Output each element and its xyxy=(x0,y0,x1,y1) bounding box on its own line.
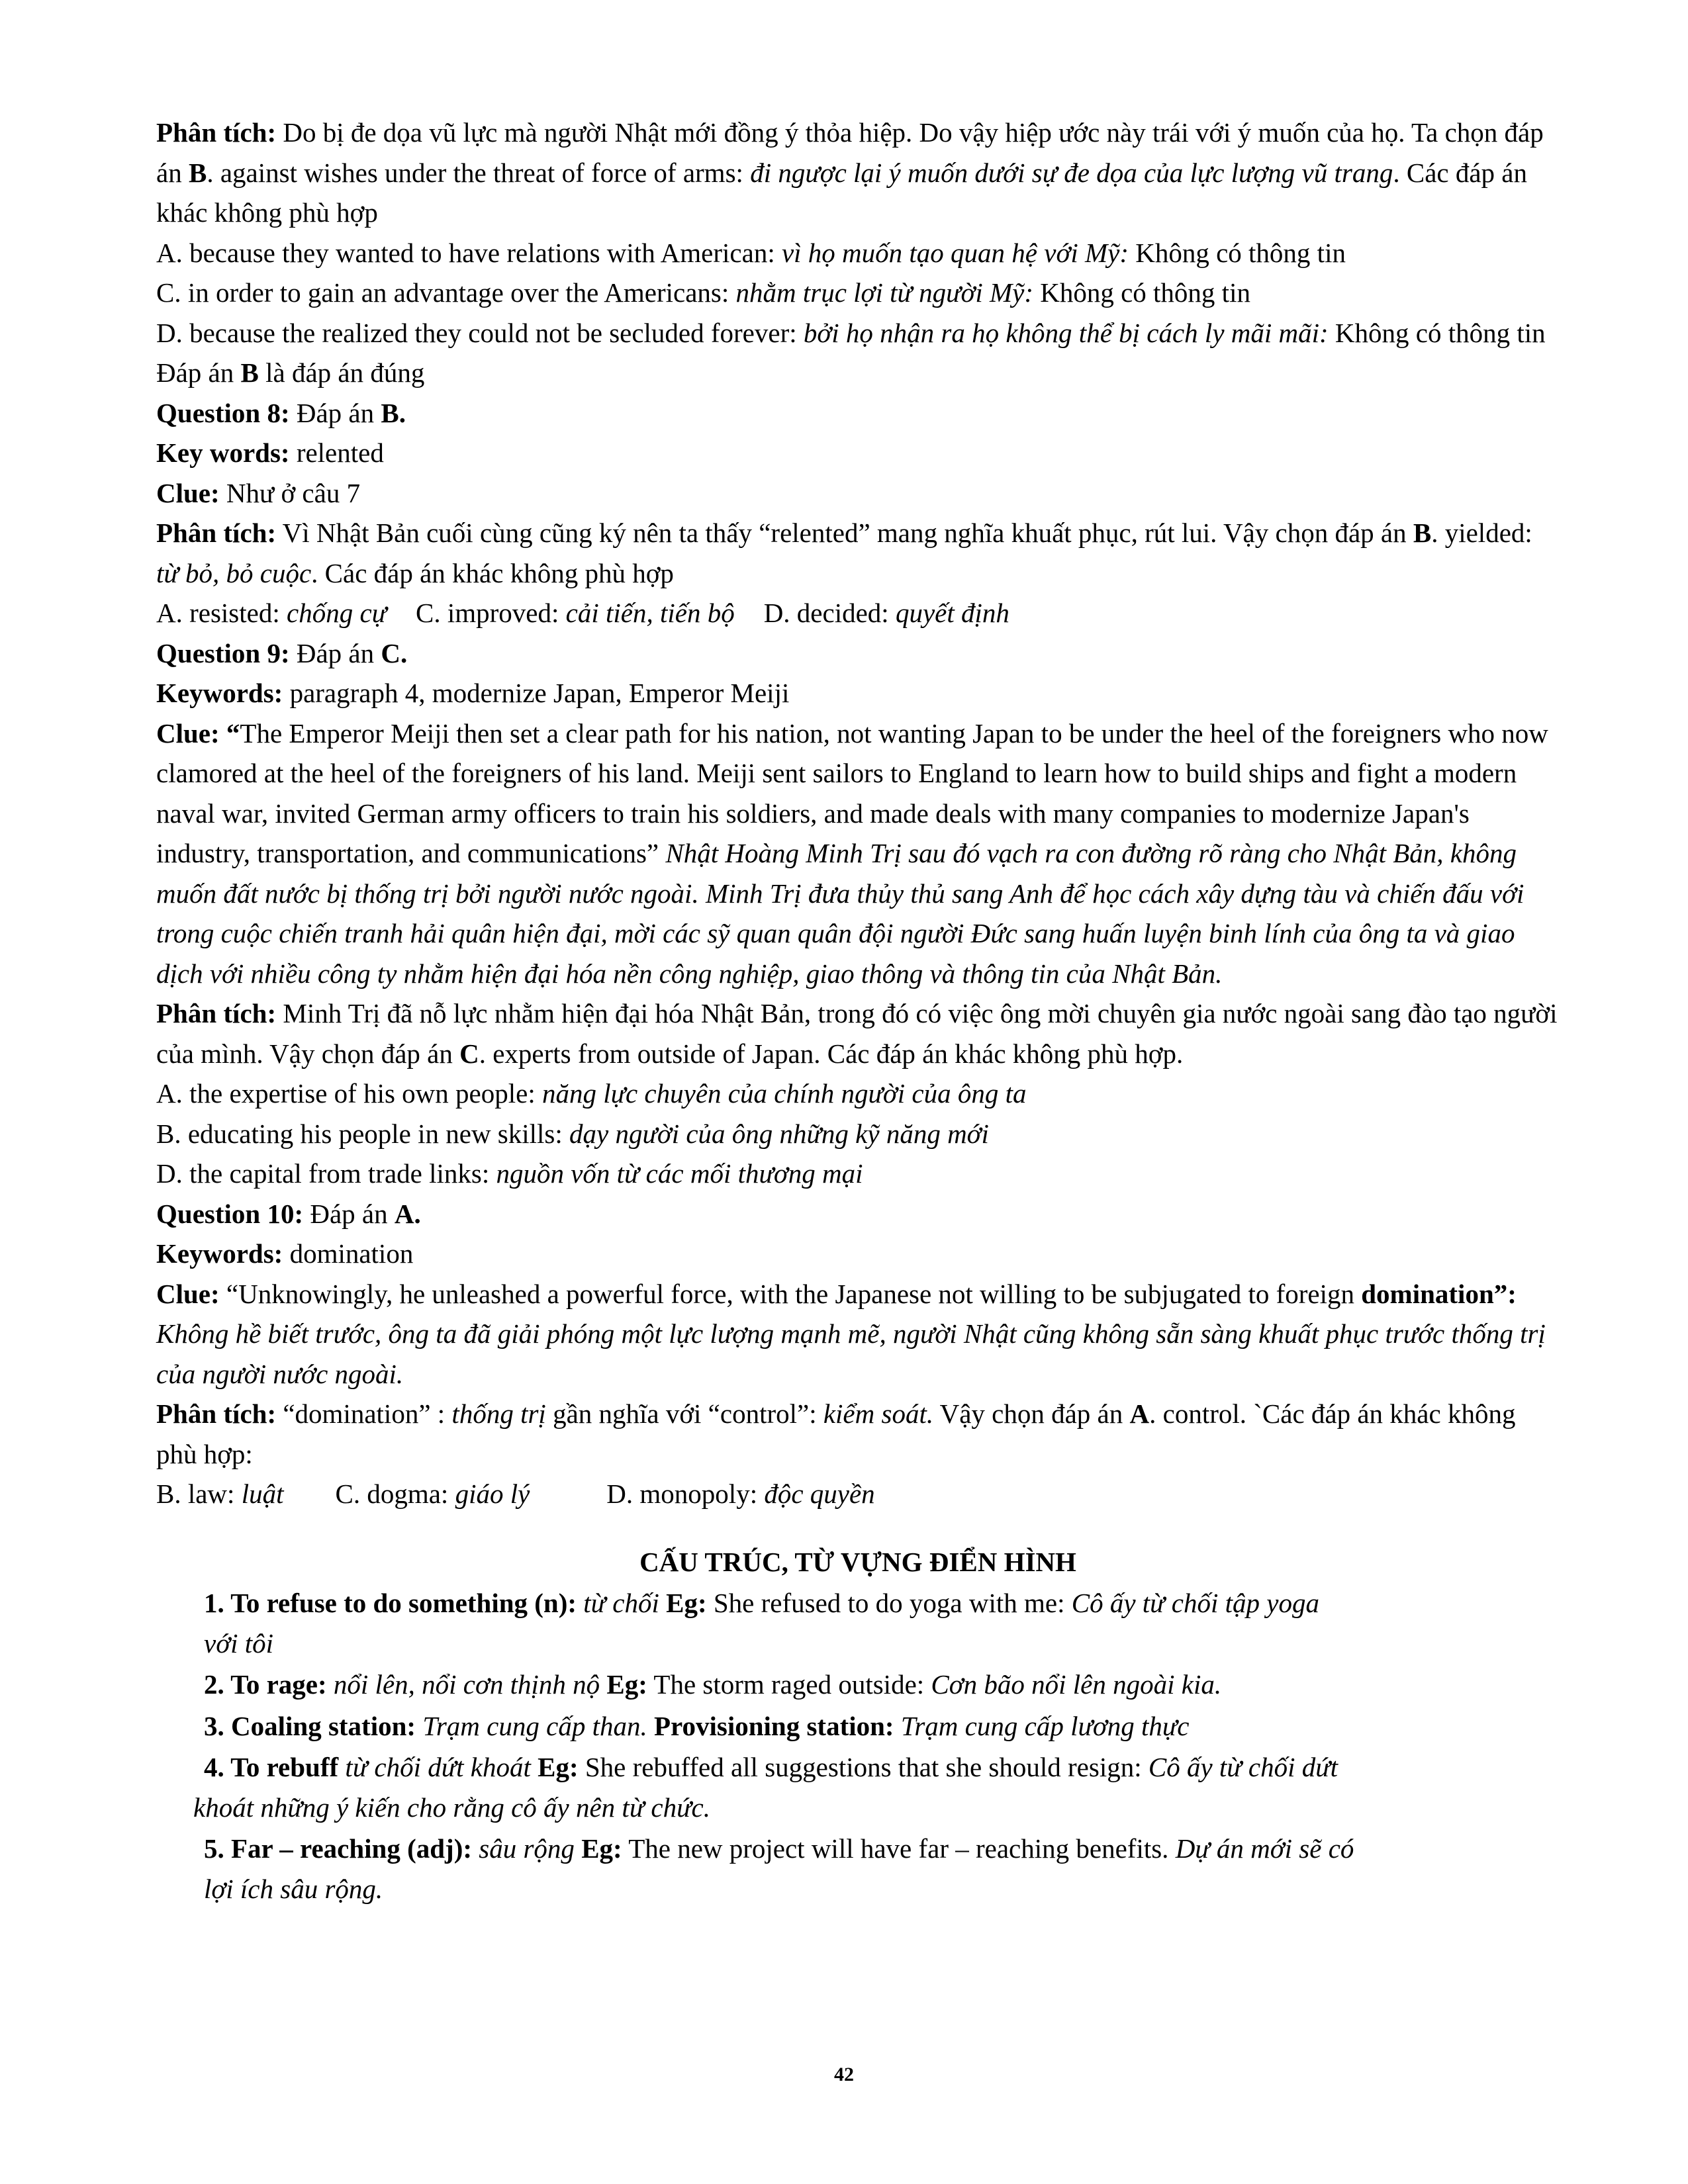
vocab-term: 4. To rebuff xyxy=(204,1752,339,1782)
option-vi: chống cự xyxy=(287,598,387,628)
option-vi: cải tiến, tiến bộ xyxy=(565,598,735,628)
text: . Các đáp án khác không phù hợp xyxy=(311,557,674,588)
label-phan-tich: Phân tích: xyxy=(156,518,277,548)
text: . Các đáp án khác không phù hợp xyxy=(156,157,1527,228)
label-clue: Clue: xyxy=(156,477,220,508)
option-vi: độc quyền xyxy=(764,1479,875,1509)
vocab-term: 2. To rage: xyxy=(204,1669,327,1700)
q10-analysis xyxy=(156,1394,1560,1474)
example-translation: Cô ấy từ chối dứt xyxy=(1148,1752,1338,1782)
translation: đi ngược lại ý muốn dưới sự đe dọa của lực lượng vũ trang xyxy=(750,157,1393,188)
q8-options xyxy=(156,593,1560,633)
question-label: Question 8: xyxy=(156,397,290,428)
q9-analysis xyxy=(156,993,1560,1073)
q7-analysis xyxy=(156,113,1560,233)
text: . experts from outside of Japan. Các đáp án khác không phù hợp. xyxy=(479,1038,1184,1069)
vocab-meaning: nổi lên, nổi cơn thịnh nộ xyxy=(326,1669,600,1700)
vocab-item-4-cont xyxy=(156,1788,1560,1828)
answer-letter: B xyxy=(188,157,207,188)
vocab-item-2 xyxy=(156,1664,1560,1705)
option-en: B. educating his people in new skills: xyxy=(156,1118,570,1149)
answer-letter: B. xyxy=(381,397,406,428)
q8-analysis xyxy=(156,513,1560,593)
label-phan-tich: Phân tích: xyxy=(156,1398,277,1429)
option-vi: bởi họ nhận ra họ không thể bị cách ly mãi mãi: xyxy=(803,317,1329,348)
example: The new project will have far – reaching benefits. xyxy=(622,1833,1176,1864)
q9-clue xyxy=(156,713,1560,994)
clue-keyword: domination”: xyxy=(1361,1278,1517,1309)
question-label: Question 9: xyxy=(156,637,290,668)
example-translation: Cơn bão nổi lên ngoài kia. xyxy=(931,1669,1222,1700)
option-vi: nhằm trục lợi từ người Mỹ: xyxy=(735,277,1033,308)
q7-conclusion xyxy=(156,353,1560,393)
vocab-item-3 xyxy=(156,1706,1560,1747)
option-en: D. the capital from trade links: xyxy=(156,1158,496,1189)
text: gần nghĩa với “control”: xyxy=(545,1398,823,1429)
q7-option-a xyxy=(156,233,1560,273)
eg-label: Eg: xyxy=(659,1588,707,1618)
vocab-meaning: Trạm cung cấp than. xyxy=(416,1710,647,1741)
q8-clue xyxy=(156,473,1560,514)
text: Đáp án xyxy=(289,637,381,668)
option-vi: năng lực chuyên của chính người của ông ta xyxy=(541,1078,1027,1109)
vocab-term-2: Provisioning station: xyxy=(647,1710,894,1741)
clue-vietnamese: Nhật Hoàng Minh Trị sau đó vạch ra con đường rõ ràng cho Nhật Bản, không muốn đất nước bị thống trị bởi người nước ngoài. Minh Trị đưa thủy thủ sang Anh để học cách xây dựng tàu và chiến đấu với trong cuộc chiến tranh hải quân hiện đại, mời các sỹ quan quân đội người Đức sang huấn luyện binh lính của ông ta và giao dịch với nhiều công ty nhằm hiện đại hóa nền công nghiệp, giao thông và thông tin của Nhật Bản. xyxy=(156,838,1524,989)
text: Đáp án xyxy=(303,1198,395,1229)
answer-letter: C. xyxy=(381,637,408,668)
translation: kiểm soát. xyxy=(823,1398,934,1429)
option-en: C. dogma: xyxy=(335,1479,455,1509)
vocab-meaning-2: Trạm cung cấp lương thực xyxy=(894,1710,1190,1741)
option-en: C. improved: xyxy=(416,598,566,628)
option-note: Không có thông tin xyxy=(1033,277,1250,308)
option-en: D. because the realized they could not be secluded forever: xyxy=(156,317,804,348)
vocab-heading: CẤU TRÚC, TỪ VỰNG ĐIỂN HÌNH xyxy=(639,1546,1076,1577)
answer-letter: B xyxy=(1413,518,1432,548)
vocab-item-4 xyxy=(156,1747,1560,1788)
label-keywords: Key words: xyxy=(156,437,290,468)
answer-letter: C xyxy=(459,1038,479,1069)
text: relented xyxy=(289,437,384,468)
vocab-meaning: sâu rộng xyxy=(472,1833,575,1864)
question-label: Question 10: xyxy=(156,1198,304,1229)
text: là đáp án đúng xyxy=(258,357,425,388)
text: Đáp án xyxy=(156,357,241,388)
eg-label: Eg: xyxy=(574,1833,622,1864)
option-vi: vì họ muốn tạo quan hệ với Mỹ: xyxy=(781,237,1129,268)
q7-option-d xyxy=(156,313,1560,353)
label-phan-tich: Phân tích: xyxy=(156,998,277,1028)
text: “domination” : xyxy=(276,1398,452,1429)
vocab-item-1-cont xyxy=(156,1623,1560,1664)
example-translation: Dự án mới sẽ có xyxy=(1175,1833,1354,1864)
q10-options xyxy=(156,1474,1560,1514)
option-en: A. the expertise of his own people: xyxy=(156,1078,542,1109)
answer-letter: B xyxy=(240,357,259,388)
example-translation: Cô ấy từ chối tập yoga xyxy=(1071,1588,1319,1618)
option-en: A. resisted: xyxy=(156,598,287,628)
label-keywords: Keywords: xyxy=(156,1238,283,1269)
q10-keywords xyxy=(156,1234,1560,1274)
option-en: D. decided: xyxy=(763,598,896,628)
document-page xyxy=(156,113,1560,1909)
q9-option-d xyxy=(156,1154,1560,1194)
label-keywords: Keywords: xyxy=(156,678,283,708)
page-number: 42 xyxy=(834,2064,854,2085)
q7-option-c xyxy=(156,273,1560,313)
vocab-term: 3. Coaling station: xyxy=(204,1710,416,1741)
answer-letter: A xyxy=(1129,1398,1150,1429)
clue-english: “Unknowingly, he unleashed a powerful force, with the Japanese not willing to be subjugated to foreign xyxy=(219,1278,1362,1309)
label-clue: Clue: xyxy=(156,717,220,749)
text: Minh Trị đã nỗ lực nhằm hiện đại hóa Nhật Bản, trong đó có việc ông mời chuyên gia nước ngoài sang đào tạo người của mình. Vậy chọn đáp án xyxy=(156,998,1558,1069)
option-en: D. monopoly: xyxy=(606,1479,765,1509)
example-translation: lợi ích sâu rộng. xyxy=(204,1873,383,1904)
option-vi: giáo lý xyxy=(455,1479,530,1509)
option-vi: quyết định xyxy=(895,598,1009,628)
q9-title xyxy=(156,633,1560,674)
eg-label: Eg: xyxy=(530,1752,579,1782)
vocab-term: 1. To refuse to do something (n): xyxy=(204,1588,577,1618)
example: She refused to do yoga with me: xyxy=(706,1588,1072,1618)
text: domination xyxy=(283,1238,414,1269)
vocab-item-5-cont xyxy=(156,1869,1560,1909)
text: paragraph 4, modernize Japan, Emperor Meiji xyxy=(283,678,790,708)
label-clue: Clue: xyxy=(156,1278,220,1309)
q10-title xyxy=(156,1194,1560,1234)
option-en: B. law: xyxy=(156,1479,242,1509)
vocab-meaning: từ chối xyxy=(577,1588,659,1618)
answer-letter: A. xyxy=(394,1198,421,1229)
example: The storm raged outside: xyxy=(647,1669,931,1700)
label-phan-tich: Phân tích: xyxy=(156,117,277,148)
option-note: Không có thông tin xyxy=(1328,317,1546,348)
option-vi: nguồn vốn từ các mối thương mại xyxy=(496,1158,863,1189)
q10-clue xyxy=(156,1274,1560,1394)
example-translation: với tôi xyxy=(204,1627,274,1659)
translation: từ bỏ, bỏ cuộc xyxy=(156,557,312,588)
q9-option-b xyxy=(156,1114,1560,1154)
text: Đáp án xyxy=(289,397,381,428)
option-note: Không có thông tin xyxy=(1128,237,1346,268)
text: Do bị đe dọa vũ lực mà người Nhật mới đồng ý thỏa hiệp. Do vậy hiệp ước này trái với ý muốn của họ. Ta chọn đáp án xyxy=(156,117,1544,188)
example-translation: khoát những ý kiến cho rằng cô ấy nên từ chức. xyxy=(193,1792,710,1823)
q8-title xyxy=(156,393,1560,433)
text: Như ở câu 7 xyxy=(219,477,361,508)
text: . against wishes under the threat of force of arms: xyxy=(207,157,751,188)
quote-mark: “ xyxy=(219,717,240,749)
text: Vì Nhật Bản cuối cùng cũng ký nên ta thấy “relented” mang nghĩa khuất phục, rút lui. Vậy chọn đáp án xyxy=(276,518,1413,548)
q8-keywords xyxy=(156,433,1560,473)
vocab-item-1 xyxy=(156,1583,1560,1623)
clue-vietnamese: Không hề biết trước, ông ta đã giải phóng một lực lượng mạnh mẽ, người Nhật cũng không sẵn sàng khuất phục trước thống trị của người nước ngoài. xyxy=(156,1318,1546,1389)
vocab-meaning: từ chối dứt khoát xyxy=(338,1752,531,1782)
option-vi: luật xyxy=(241,1479,284,1509)
eg-label: Eg: xyxy=(600,1669,647,1700)
option-en: C. in order to gain an advantage over the Americans: xyxy=(156,277,736,308)
translation: thống trị xyxy=(451,1398,546,1429)
option-vi: dạy người của ông những kỹ năng mới xyxy=(569,1118,989,1149)
example: She rebuffed all suggestions that she should resign: xyxy=(578,1752,1149,1782)
text: . yielded: xyxy=(1431,518,1532,548)
text: . control. `Các đáp án khác không phù hợp: xyxy=(156,1398,1516,1469)
text: Vậy chọn đáp án xyxy=(933,1398,1130,1429)
q9-keywords xyxy=(156,673,1560,713)
q9-option-a xyxy=(156,1073,1560,1114)
vocab-item-5 xyxy=(156,1829,1560,1869)
vocab-term: 5. Far – reaching (adj): xyxy=(204,1833,473,1864)
option-en: A. because they wanted to have relations with American: xyxy=(156,237,782,268)
clue-english: The Emperor Meiji then set a clear path for his nation, not wanting Japan to be under the heel of the foreigners who now clamored at the heel of the foreigners of his land. Meiji sent sailors to England to learn how to build ships and fight a modern naval war, invited German army officers to train his soldiers, and made deals with many companies to modernize Japan's industry, transportation, and communications” xyxy=(156,717,1548,868)
